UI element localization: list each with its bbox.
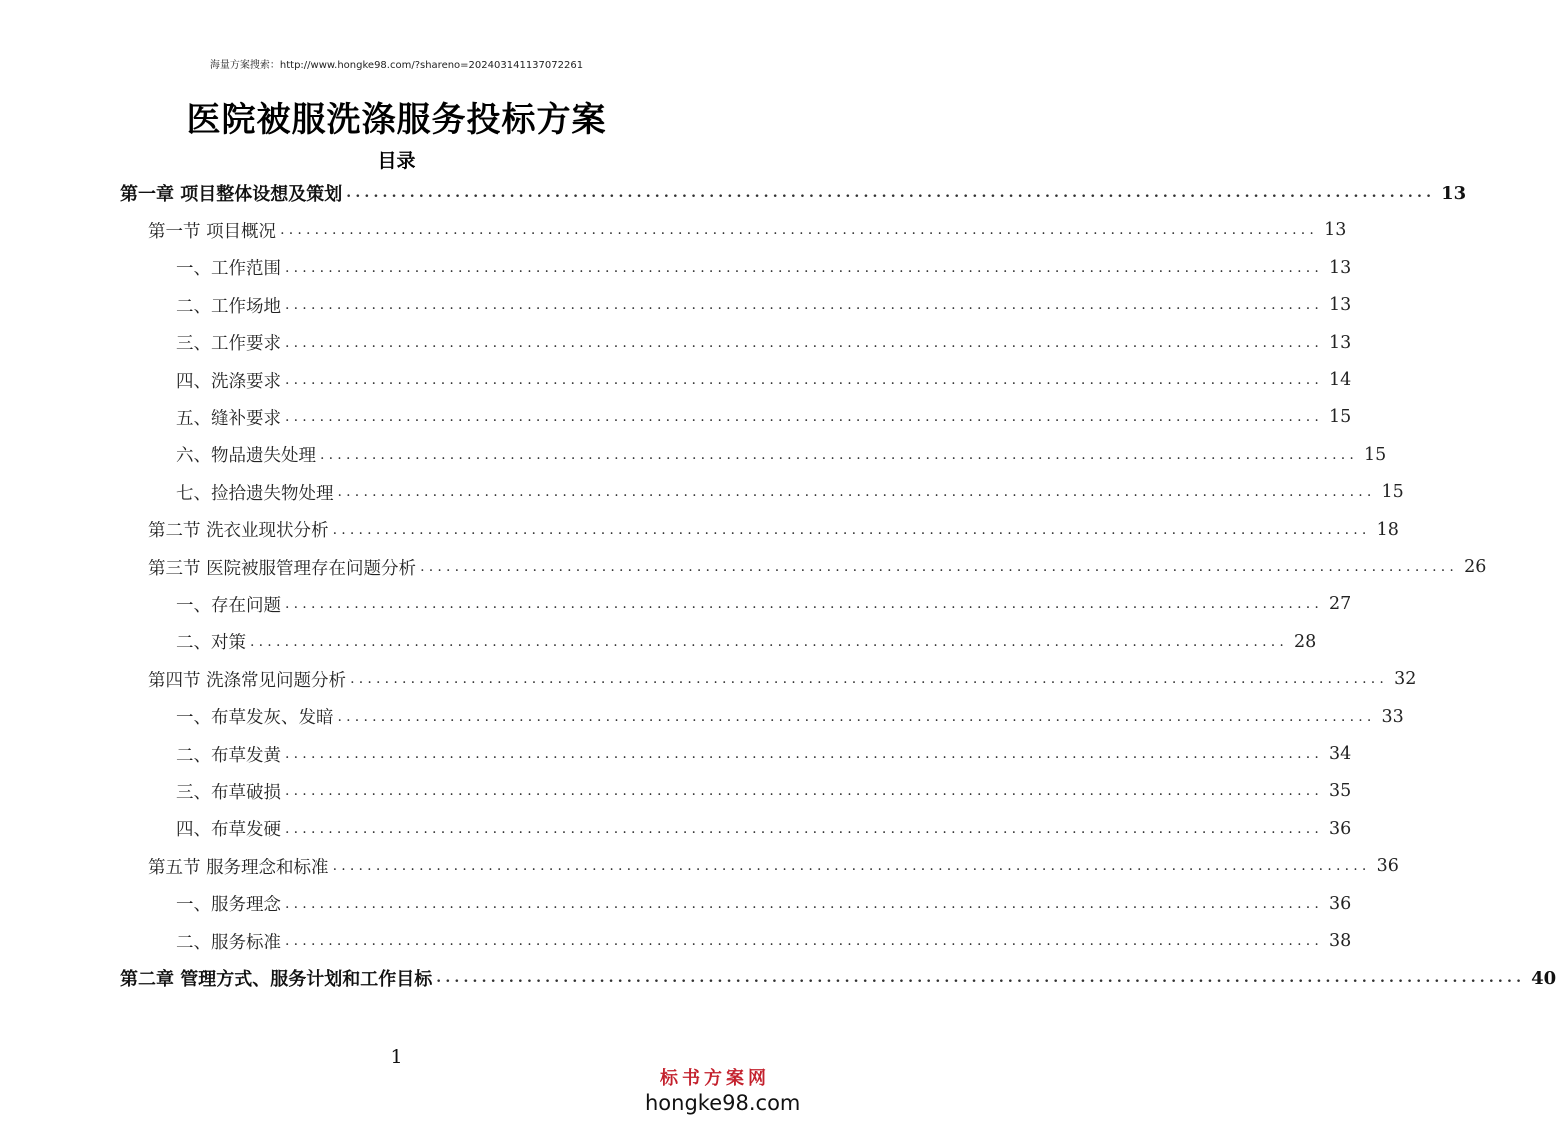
toc-dot-leader: ........................................................................................................................ [420, 559, 1459, 575]
toc-entry-label: 一、服务理念 [176, 895, 281, 916]
toc-dot-leader: ........................................................................................................................ [285, 746, 1324, 762]
toc-entry-label: 六、物品遗失处理 [176, 446, 316, 467]
toc-entry[interactable] [176, 287, 1352, 323]
toc-dot-leader: ........................................................................................................................ [320, 446, 1359, 463]
toc-entry-page: 40 [1531, 967, 1556, 989]
toc-entry-label: 第二节 洗衣业现状分析 [148, 521, 329, 542]
toc-entry-page: 13 [1329, 295, 1352, 316]
toc-entry-page: 35 [1329, 781, 1352, 802]
toc-entry[interactable] [176, 325, 1352, 361]
watermark-en: hongke98.com [645, 1091, 801, 1115]
toc-entry-label: 二、工作场地 [176, 296, 281, 317]
toc-entry-label: 二、布草发黄 [176, 745, 281, 766]
toc-entry-label: 三、布草破损 [176, 782, 281, 803]
toc-dot-leader: ........................................................................................................................ [285, 596, 1324, 613]
toc-entry[interactable] [148, 661, 1417, 697]
toc-entry-page: 36 [1329, 893, 1352, 914]
toc-dot-leader: ........................................................................................................................ [280, 222, 1319, 239]
toc-dot-leader: ........................................................................................................................ [285, 297, 1324, 314]
toc-entry[interactable] [120, 960, 1556, 996]
toc-entry[interactable] [176, 736, 1352, 772]
toc-entry-page: 14 [1329, 370, 1352, 390]
toc-entry-label: 七、捡拾遗失物处理 [176, 483, 334, 504]
toc-dot-leader: ........................................................................................................................ [332, 521, 1371, 538]
toc-entry-label: 第四节 洗涤常见问题分析 [148, 670, 347, 691]
toc-entry-label: 二、对策 [176, 633, 246, 654]
toc-entry[interactable] [176, 811, 1352, 847]
toc-entry[interactable] [176, 699, 1404, 735]
toc-dot-leader: ........................................................................................................................ [285, 372, 1324, 388]
document-title: 医院被服洗涤服务投标方案 [186, 100, 607, 140]
toc-entry[interactable] [176, 474, 1404, 510]
toc-entry[interactable] [176, 250, 1352, 286]
toc-entry-label: 五、缝补要求 [176, 408, 281, 429]
toc-entry-page: 18 [1376, 519, 1399, 540]
toc-dot-leader: ........................................................................................................................ [285, 783, 1324, 800]
toc-dot-leader: ........................................................................................................................ [285, 259, 1324, 276]
toc-entry-label: 第五节 服务理念和标准 [148, 857, 329, 878]
toc-entry-page: 15 [1364, 444, 1387, 465]
toc-entry[interactable] [148, 212, 1347, 248]
toc-entry-page: 36 [1329, 818, 1352, 839]
toc-dot-leader: ........................................................................................................................ [337, 708, 1376, 725]
toc-entry-label: 一、存在问题 [176, 595, 281, 616]
toc-dot-leader: ........................................................................................................................ [436, 970, 1526, 987]
toc-dot-leader: ........................................................................................................................ [285, 409, 1324, 426]
toc-entry-page: 13 [1441, 182, 1467, 204]
toc-entry-label: 第一章 项目整体设想及策划 [120, 184, 343, 205]
toc-entry[interactable] [176, 886, 1352, 922]
toc-entry-label: 二、服务标准 [176, 932, 281, 953]
toc-dot-leader: ........................................................................................................................ [285, 895, 1324, 912]
toc-entry-page: 33 [1381, 706, 1404, 727]
toc-entry-page: 13 [1324, 220, 1347, 241]
toc-entry-page: 15 [1329, 407, 1352, 428]
watermark-cn: 标书方案网 [660, 1068, 770, 1089]
toc-entry-page: 27 [1329, 594, 1352, 615]
toc-dot-leader: ........................................................................................................................ [346, 185, 1436, 201]
toc-entry-page: 34 [1329, 744, 1352, 764]
toc-entry-page: 26 [1464, 557, 1487, 577]
toc-entry[interactable] [176, 437, 1387, 473]
toc-entry[interactable] [176, 923, 1352, 959]
toc-entry-label: 第二章 管理方式、服务计划和工作目标 [120, 969, 433, 991]
toc-entry[interactable] [176, 399, 1352, 435]
toc-entry[interactable] [120, 175, 1467, 211]
toc-entry-label: 四、洗涤要求 [176, 371, 281, 392]
toc-entry[interactable] [148, 848, 1399, 884]
toc-entry[interactable] [176, 624, 1317, 660]
toc-entry-page: 15 [1381, 482, 1404, 503]
toc-entry-label: 四、布草发硬 [176, 820, 281, 841]
watermark-logo [645, 1068, 801, 1116]
page-number: 1 [390, 1046, 403, 1068]
toc-entry-page: 13 [1329, 257, 1352, 278]
toc-dot-leader: ........................................................................................................................ [285, 820, 1324, 837]
toc-entry-page: 32 [1394, 669, 1417, 690]
toc-entry[interactable] [148, 512, 1399, 548]
toc-entry[interactable] [176, 586, 1352, 622]
toc-entry-label: 第三节 医院被服管理存在问题分析 [148, 558, 417, 579]
toc-entry-label: 三、工作要求 [176, 334, 281, 355]
toc-entry-label: 一、工作范围 [176, 259, 281, 280]
toc-dot-leader: ........................................................................................................................ [250, 633, 1289, 650]
toc-dot-leader: ........................................................................................................................ [285, 933, 1324, 949]
toc-dot-leader: ........................................................................................................................ [350, 671, 1389, 688]
toc-entry[interactable] [176, 773, 1352, 809]
toc-entry[interactable] [148, 549, 1487, 585]
toc-dot-leader: ........................................................................................................................ [332, 858, 1371, 875]
toc-entry-page: 36 [1376, 856, 1399, 877]
toc-entry-label: 一、布草发灰、发暗 [176, 708, 334, 729]
toc-entry-page: 38 [1329, 931, 1352, 951]
toc-entry[interactable] [176, 362, 1352, 398]
toc-dot-leader: ........................................................................................................................ [337, 484, 1376, 501]
toc-entry-label: 第一节 项目概况 [148, 221, 277, 242]
toc-entry-page: 28 [1294, 631, 1317, 652]
header-search-text: 海量方案搜索：http://www.hongke98.com/?shareno=202403141137072261 [209, 60, 584, 71]
toc-dot-leader: ........................................................................................................................ [285, 334, 1324, 351]
toc-entry-page: 13 [1329, 332, 1352, 353]
toc-heading: 目录 [377, 150, 416, 172]
